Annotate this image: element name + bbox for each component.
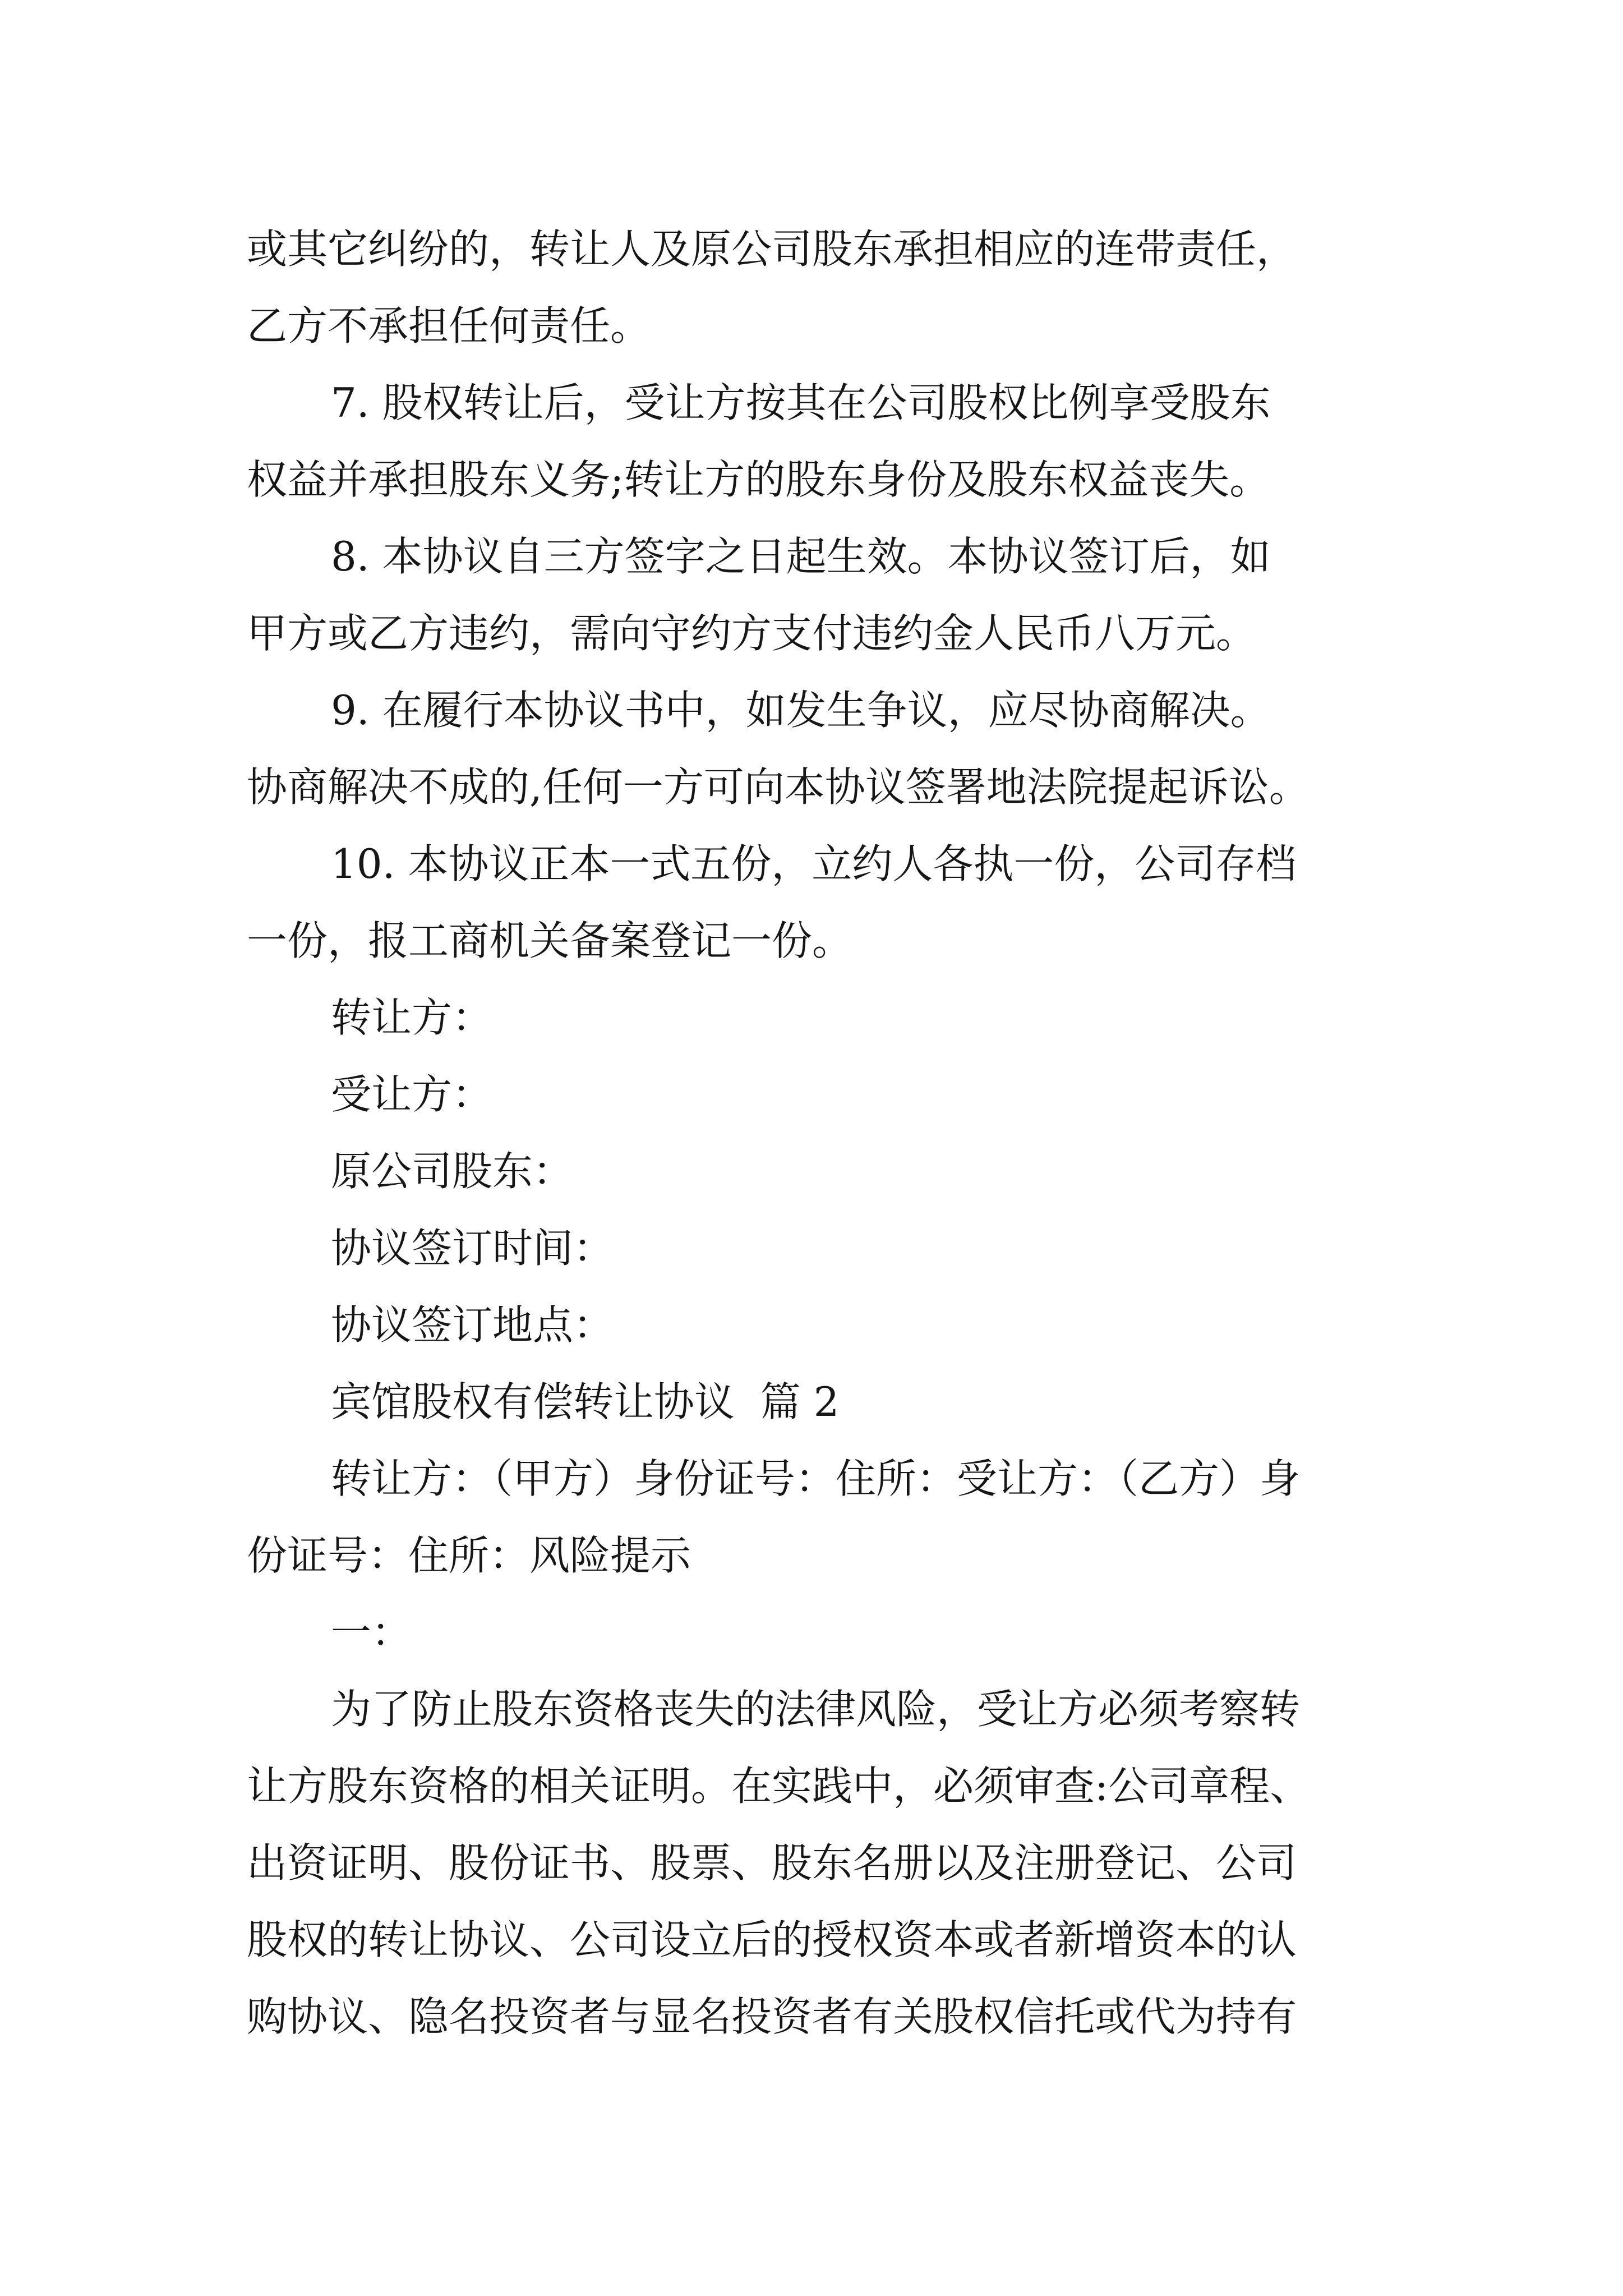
- text-line: 宾馆股权有偿转让协议 篇 2: [331, 1378, 840, 1425]
- signature-original-shareholder: [247, 1133, 1385, 1210]
- text-line: 9. 在履行本协议书中，如发生争议，应尽协商解决。: [331, 687, 1271, 734]
- text-line: 乙方不承担任何责任。: [247, 302, 651, 349]
- text-line: 甲方或乙方违约，需向守约方支付违约金人民币八万元。: [247, 610, 1257, 657]
- text-line: 让方股东资格的相关证明。在实践中，必须审查:公司章程、: [247, 1763, 1311, 1810]
- risk-paragraph: [247, 1671, 1385, 2055]
- text-line: 协商解决不成的,任何一方可向本协议签署地法院提起诉讼。: [247, 763, 1310, 811]
- text-line: 权益并承担股东义务;转让方的股东身份及股东权益丧失。: [247, 456, 1270, 503]
- parties-paragraph: [247, 1441, 1385, 1594]
- text-line: 原公司股东：: [331, 1148, 574, 1195]
- text-line: 协议签订时间：: [331, 1225, 614, 1272]
- text-line: 8. 本协议自三方签字之日起生效。本协议签订后，如: [331, 533, 1271, 580]
- text-line: 7. 股权转让后，受让方按其在公司股权比例享受股东: [331, 379, 1271, 426]
- signature-transferee: [247, 1056, 1385, 1133]
- signing-time: [247, 1210, 1385, 1287]
- text-line: 或其它纠纷的，转让人及原公司股东承担相应的连带责任，: [247, 226, 1297, 273]
- clause-7: [247, 365, 1385, 518]
- text-line: 购协议、隐名投资者与显名投资者有关股权信托或代为持有: [247, 1993, 1297, 2040]
- text-line: 一：: [331, 1609, 412, 1656]
- text-line: 转让方：（甲方）身份证号：住所：受让方：（乙方）身: [331, 1455, 1301, 1502]
- text-line: 份证号：住所：风险提示: [247, 1532, 691, 1579]
- clause-10: [247, 826, 1385, 979]
- signature-transferor: [247, 979, 1385, 1056]
- numbered-heading-one: [247, 1594, 1385, 1671]
- text-line: 协议签订地点：: [331, 1301, 614, 1349]
- paragraph-continuation: [247, 211, 1385, 365]
- text-line: 一份，报工商机关备案登记一份。: [247, 917, 853, 964]
- text-line: 股权的转让协议、公司设立后的授权资本或者新增资本的认: [247, 1916, 1297, 1963]
- text-line: 受让方：: [331, 1071, 493, 1118]
- signing-place: [247, 1287, 1385, 1364]
- section-title: [247, 1364, 1385, 1441]
- text-line: 为了防止股东资格丧失的法律风险，受让方必须考察转: [331, 1686, 1301, 1733]
- document-page: [247, 211, 1385, 2055]
- clause-9: [247, 672, 1385, 826]
- text-line: 出资证明、股份证书、股票、股东名册以及注册登记、公司: [247, 1839, 1297, 1887]
- text-line: 转让方：: [331, 994, 493, 1041]
- clause-8: [247, 518, 1385, 672]
- text-line: 10. 本协议正本一式五份，立约人各执一份，公司存档: [331, 840, 1297, 887]
